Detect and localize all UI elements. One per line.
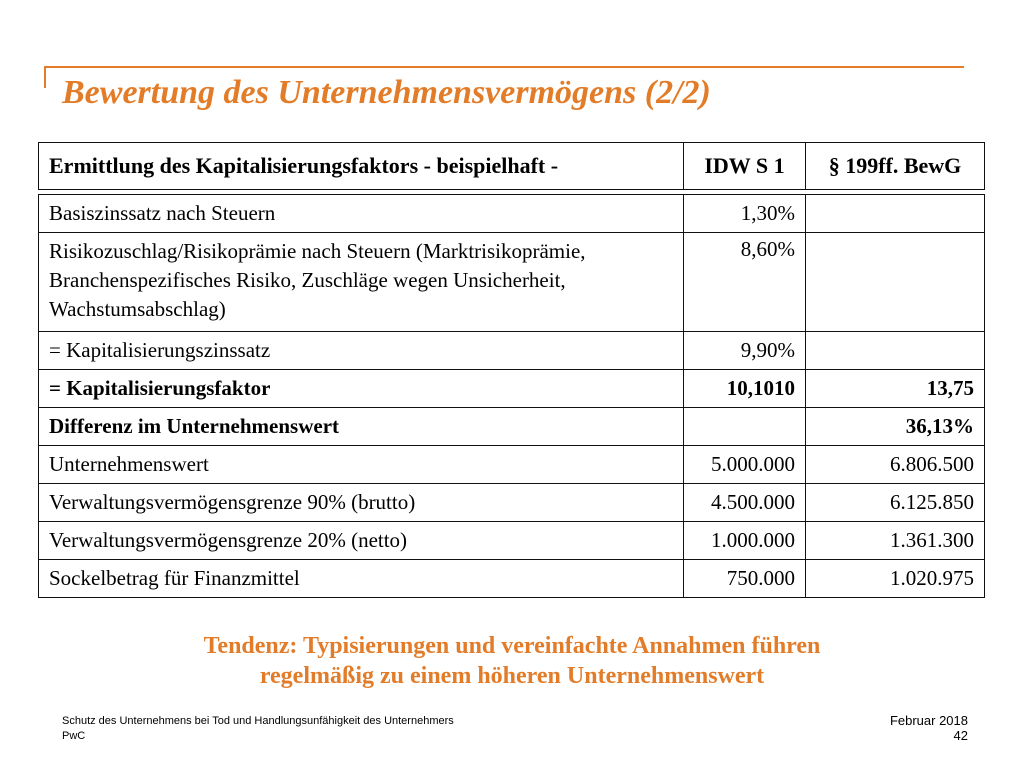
conclusion-line-1: Tendenz: Typisierungen und vereinfachte Annahmen führen	[203, 633, 821, 659]
title-rule-horizontal	[44, 66, 964, 68]
row-value-idw: 5.000.000	[684, 446, 806, 484]
row-label: Verwaltungsvermögensgrenze 20% (netto)	[39, 522, 684, 560]
capitalization-factor-table	[38, 142, 984, 601]
footer-page-number: 42	[953, 728, 968, 743]
row-value-idw: 1.000.000	[684, 522, 806, 560]
row-label: Verwaltungsvermögensgrenze 90% (brutto)	[39, 484, 684, 522]
table-row-kapitalisierungszinssatz	[39, 332, 985, 370]
row-label: Sockelbetrag für Finanzmittel	[39, 560, 684, 598]
row-value-idw	[684, 408, 806, 446]
table-row-verwaltung-netto	[39, 522, 985, 560]
row-value-idw: 1,30%	[684, 195, 806, 233]
row-value-bewg: 1.020.975	[806, 560, 985, 598]
row-value-idw: 750.000	[684, 560, 806, 598]
row-value-bewg: 6.806.500	[806, 446, 985, 484]
row-value-idw: 10,1010	[684, 370, 806, 408]
header-bewg: § 199ff. BewG	[806, 143, 985, 190]
row-value-idw: 4.500.000	[684, 484, 806, 522]
row-value-bewg: 1.361.300	[806, 522, 985, 560]
footer-right	[890, 713, 968, 743]
footer-subject: Schutz des Unternehmens bei Tod und Handlungsunfähigkeit des Unternehmers	[62, 715, 454, 727]
row-label: Unternehmenswert	[39, 446, 684, 484]
header-idw-s1: IDW S 1	[684, 143, 806, 190]
table-header-row	[39, 143, 985, 190]
row-value-bewg	[806, 195, 985, 233]
row-label: Basiszinssatz nach Steuern	[39, 195, 684, 233]
conclusion-line-2: regelmäßig zu einem höheren Unternehmenswert	[259, 663, 765, 689]
table-row-basiszins	[39, 195, 985, 233]
row-label: Risikozuschlag/Risikoprämie nach Steuern (Marktrisikoprämie, Branchenspezifisches Risiko, Zuschläge wegen Unsicherheit, Wachstumsabschlag)	[39, 233, 684, 332]
footer-left	[62, 714, 454, 744]
footer-date: Februar 2018	[889, 713, 968, 728]
conclusion-text	[60, 631, 964, 691]
row-value-idw: 8,60%	[684, 233, 806, 332]
footer-company: PwC	[62, 730, 86, 742]
row-label: Differenz im Unternehmenswert	[39, 408, 684, 446]
row-value-bewg	[806, 233, 985, 332]
slide-title: Bewertung des Unternehmensvermögens (2/2)	[62, 74, 711, 111]
header-description: Ermittlung des Kapitalisierungsfaktors - beispielhaft -	[39, 143, 684, 190]
table-row-sockelbetrag	[39, 560, 985, 598]
row-value-bewg: 13,75	[806, 370, 985, 408]
row-value-bewg	[806, 332, 985, 370]
table-row-kapitalisierungsfaktor	[39, 370, 985, 408]
row-value-bewg: 6.125.850	[806, 484, 985, 522]
row-label: = Kapitalisierungsfaktor	[39, 370, 684, 408]
table-row-verwaltung-brutto	[39, 484, 985, 522]
table-row-unternehmenswert	[39, 446, 985, 484]
row-value-bewg: 36,13%	[806, 408, 985, 446]
row-value-idw: 9,90%	[684, 332, 806, 370]
table-row-differenz	[39, 408, 985, 446]
row-label: = Kapitalisierungszinssatz	[39, 332, 684, 370]
table-row-risikozuschlag	[39, 233, 985, 332]
title-rule-vertical	[44, 66, 46, 88]
